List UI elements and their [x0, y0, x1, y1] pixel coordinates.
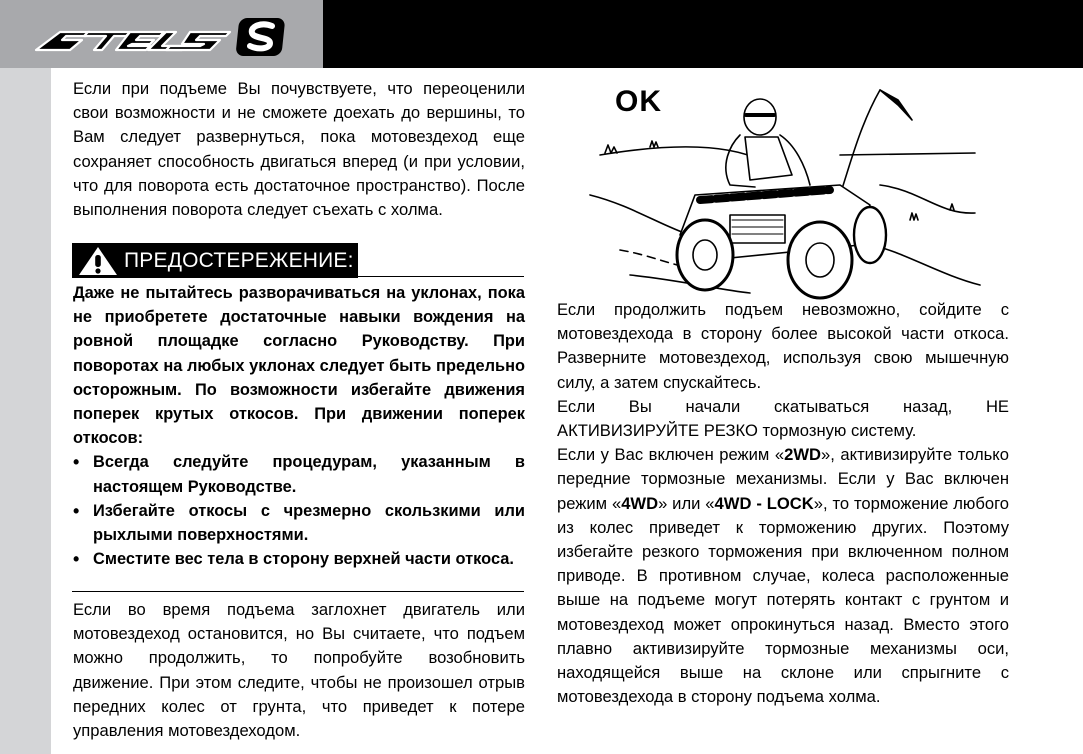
text-span: », активизируйте только передние тормозные механизмы. Если у Вас включен режим « — [557, 445, 1009, 513]
warning-bullet-list — [73, 450, 525, 571]
right-column-text — [557, 298, 1009, 709]
warning-bottom-rule — [72, 591, 524, 592]
warning-label-box — [72, 243, 358, 278]
mode-4wd-label: 4WD — [621, 493, 659, 513]
header-black-band — [323, 0, 1083, 68]
drive-mode-paragraph — [557, 443, 1009, 709]
page-header — [0, 0, 1083, 68]
mode-4wd-lock-label: 4WD - LOCK — [714, 493, 814, 513]
closing-paragraph-text: Если во время подъема заглохнет двигатель или мотовездеход остановится, но Вы считаете, что подъем можно продолжить, то попробуйте возобновить движение. При этом следите, чтобы не произошел отрыв передних колес от грунта, что приведет к потере управления мотовездеходом. — [73, 600, 525, 741]
page-side-strip — [0, 68, 51, 754]
atv-rider-illustration — [580, 75, 990, 300]
text-span: » или « — [658, 493, 715, 513]
text-span: », то торможение любого из колес приведет к торможению других. Поэтому избегайте резкого торможения при включенном полном приводе. В противном случае, колеса расположенные выше на подъеме могут потерять контакт с грунтом и мотовездеход может опрокинуться назад. Вместо этого плавно активизируйте тормозные механизмы оси, находящейся выше на склоне или спрыгните с мотовездехода в сторону подъема холма. — [557, 493, 1010, 707]
warning-body — [73, 281, 525, 571]
dismount-paragraph: Если продолжить подъем невозможно, сойдите с мотовездехода в сторону более высокой части откоса. Разверните мотовездеход, используя свою мышечную силу, а затем спускайтесь. — [557, 300, 1009, 392]
warning-triangle-icon — [78, 246, 118, 276]
warning-bullet-item: • Всегда следуйте процедурам, указанным в настоящем Руководстве. — [73, 450, 525, 498]
intro-paragraph-text: Если при подъеме Вы почувствуете, что переоценили свои возможности и не сможете доехать до вершины, то Вам следует развернуться, пока мотовездеход еще сохраняет способность двигаться вперед (и при условии, что для поворота есть достаточное пространство). После выполнения поворота следует съехать с холма. — [73, 79, 525, 220]
warning-header — [72, 243, 524, 281]
warning-bullet-item: • Сместите вес тела в сторону верхней части откоса. — [73, 547, 525, 571]
mode-2wd-label: 2WD — [784, 445, 821, 465]
closing-paragraph — [73, 598, 525, 743]
warning-body-text: Даже не пытайтесь разворачиваться на уклонах, пока не приобретете достаточные навыки вождения на ровной площадке согласно Руководству. При поворотах на любых уклонах следует быть предельно осторожным. По возможности избегайте движения поперек крутых откосов. При движении поперек откосов: — [73, 284, 525, 448]
rolling-back-paragraph: Если Вы начали скатываться назад, НЕ АКТИВИЗИРУЙТЕ РЕЗКО тормозную систему. — [557, 396, 1009, 441]
intro-paragraph — [73, 77, 525, 222]
illustration-ok-label: OK — [615, 85, 662, 118]
stels-logo-icon — [30, 12, 300, 58]
warning-top-rule — [358, 276, 524, 277]
text-span: Если у Вас включен режим « — [557, 445, 785, 465]
warning-label-text: ПРЕДОСТЕРЕЖЕНИЕ: — [124, 248, 354, 272]
warning-bullet-item: • Избегайте откосы с чрезмерно скользкими или рыхлыми поверхностями. — [73, 499, 525, 547]
